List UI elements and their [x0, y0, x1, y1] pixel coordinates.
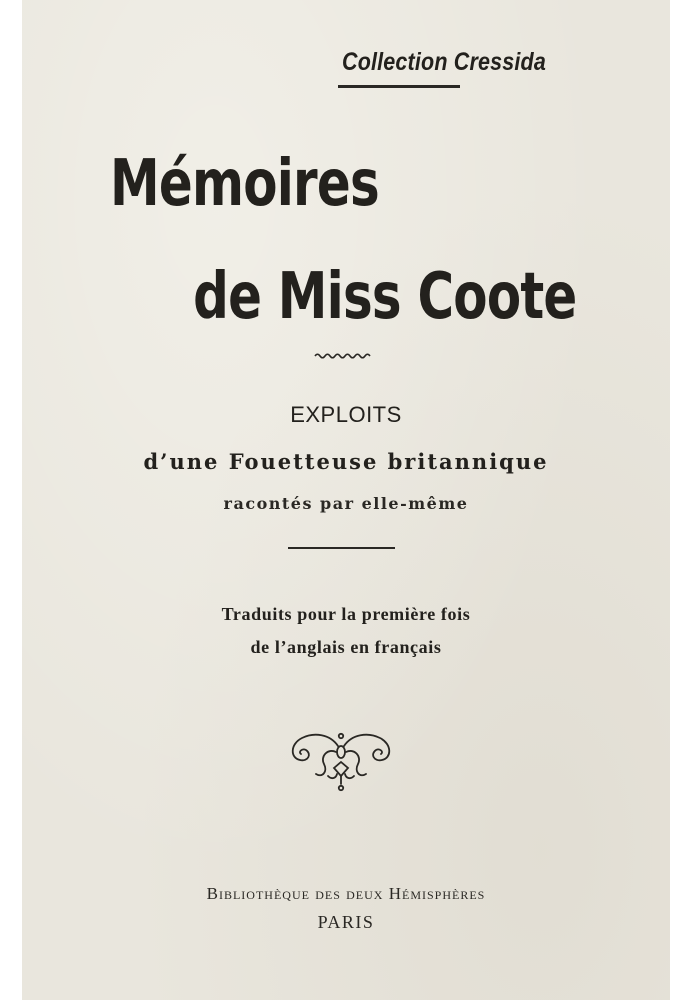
publisher-city: PARIS — [317, 912, 375, 932]
subtitle-exploits: EXPLOITS — [290, 402, 402, 427]
subtitle-line: d’une Fouetteuse britannique — [143, 449, 549, 474]
translation-line-1: Traduits pour la première fois — [221, 604, 471, 624]
wavy-divider-icon — [314, 352, 372, 360]
scroll-fleuron-icon — [284, 726, 398, 792]
title-page — [22, 0, 670, 1000]
collection-label: Collection Cressida — [342, 48, 546, 76]
book-title-line-1: Mémoires — [110, 147, 379, 221]
publisher-name: Bibliothèque des deux Hémisphères — [206, 884, 486, 903]
horizontal-divider — [288, 547, 395, 549]
collection-header — [338, 48, 598, 88]
collection-underline — [338, 85, 460, 88]
subtitle-racontes: racontés par elle-même — [223, 494, 469, 513]
book-title-line-2: de Miss Coote — [192, 260, 576, 334]
translation-line-2: de l’anglais en français — [250, 637, 442, 657]
